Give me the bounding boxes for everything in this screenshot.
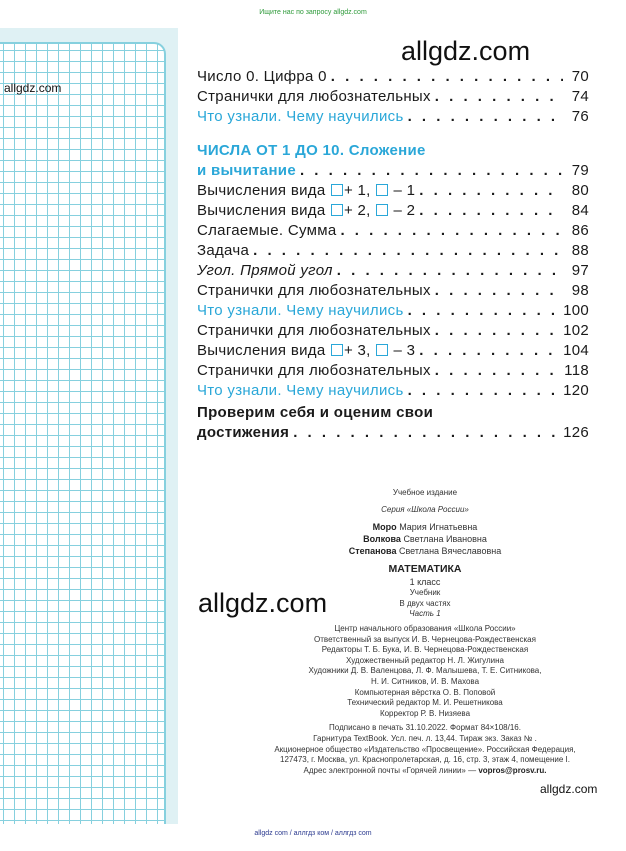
- toc-page: 84: [571, 202, 589, 219]
- toc-page: 80: [571, 182, 589, 199]
- toc-leader: [419, 181, 563, 201]
- author-name: Мария Игнатьевна: [399, 522, 478, 533]
- toc-row[interactable]: [197, 341, 589, 361]
- toc-page: 120: [563, 382, 589, 399]
- empty-box-icon: [376, 204, 388, 216]
- toc-leader: [408, 301, 559, 321]
- empty-box-icon: [331, 204, 343, 216]
- empty-box-icon: [376, 344, 388, 356]
- calc-label: Вычисления вида: [197, 202, 326, 219]
- toc-page: 100: [563, 302, 589, 319]
- toc-row[interactable]: [197, 67, 589, 87]
- credits: [260, 624, 590, 719]
- calc-minus: – 2: [393, 202, 416, 219]
- email-prefix: Адрес электронной почты «Горячей линии» —: [303, 765, 477, 775]
- toc-row[interactable]: [197, 361, 589, 381]
- credit-line: Центр начального образования «Школа России»: [334, 623, 516, 633]
- toc-page: 88: [571, 242, 589, 259]
- toc-title: [197, 341, 415, 361]
- toc-leader: [253, 241, 563, 261]
- edition-label: Учебное издание: [392, 488, 458, 497]
- toc-page: 74: [571, 88, 589, 105]
- toc-title: Что узнали. Чему научились: [197, 302, 404, 319]
- toc-page: 102: [563, 322, 589, 339]
- watermark: allgdz.com: [4, 81, 62, 95]
- toc-row[interactable]: [197, 87, 589, 107]
- toc-page: 86: [571, 222, 589, 239]
- watermark: allgdz.com: [401, 36, 531, 66]
- toc-row[interactable]: [197, 321, 589, 341]
- toc-title: Слагаемые. Сумма: [197, 222, 337, 239]
- toc-row[interactable]: [197, 261, 589, 281]
- watermark: allgdz.com: [198, 588, 328, 618]
- print-line: Подписано в печать 31.10.2022. Формат 84×108/16.: [329, 723, 521, 733]
- toc-row[interactable]: [197, 281, 589, 301]
- author-name: Светлана Ивановна: [403, 534, 487, 545]
- toc-row[interactable]: [197, 181, 589, 201]
- toc-row[interactable]: [197, 301, 589, 321]
- toc-leader: [435, 87, 563, 107]
- toc-leader: [293, 423, 559, 443]
- toc-title: [197, 201, 415, 221]
- section-heading[interactable]: ЧИСЛА ОТ 1 ДО 10. Сложение: [197, 142, 426, 159]
- toc-row[interactable]: [197, 403, 589, 423]
- toc-leader: [300, 161, 563, 181]
- watermark: allgdz.com: [540, 782, 598, 796]
- author-surname: Моро: [372, 522, 397, 533]
- author-name: Светлана Вячеславовна: [399, 546, 502, 557]
- toc-row[interactable]: [197, 201, 589, 221]
- calc-plus: + 3,: [343, 342, 371, 359]
- toc-page: 126: [563, 424, 589, 441]
- author: [260, 533, 590, 545]
- section-heading-cont: и вычитание: [197, 162, 296, 179]
- author: [260, 521, 590, 533]
- author-surname: Волкова: [363, 534, 401, 545]
- toc-title: Что узнали. Чему научились: [197, 382, 404, 399]
- subject-title: МАТЕМАТИКА: [388, 563, 462, 576]
- toc-final-title-cont: достижения: [197, 424, 290, 441]
- grade: 1 класс: [409, 577, 441, 588]
- toc-row[interactable]: [197, 107, 589, 127]
- print-info: [260, 723, 590, 776]
- toc-leader: [340, 221, 563, 241]
- toc-title: Странички для любознательных: [197, 88, 431, 105]
- calc-plus: + 2,: [343, 202, 371, 219]
- toc-leader: [337, 261, 563, 281]
- toc-page: 70: [571, 68, 589, 85]
- imprint: [260, 488, 590, 776]
- print-line: 127473, г. Москва, ул. Краснопролетарская, д. 16, стр. 3, этаж 4, помещение I.: [280, 755, 570, 765]
- book-type: Учебник: [409, 588, 441, 598]
- series-label: Серия «Школа России»: [381, 504, 469, 514]
- calc-minus: – 3: [393, 342, 416, 359]
- toc-leader: [435, 281, 563, 301]
- toc-title: Странички для любознательных: [197, 362, 431, 379]
- toc-page: 104: [563, 342, 589, 359]
- bottom-banner: allgdz com / аллгдз ком / аллгдз com: [254, 830, 372, 837]
- credit-line: Редакторы Т. Б. Бука, И. В. Чернецова-Рождественская: [321, 645, 529, 655]
- credit-line: Художники Д. В. Валенцова, Л. Ф. Малышева, Т. Е. Ситникова,: [308, 666, 542, 676]
- empty-box-icon: [331, 184, 343, 196]
- toc-row[interactable]: [197, 241, 589, 261]
- toc-page: 98: [571, 282, 589, 299]
- author: [260, 545, 590, 557]
- toc-leader: [435, 361, 560, 381]
- calc-label: Вычисления вида: [197, 342, 326, 359]
- empty-box-icon: [331, 344, 343, 356]
- toc-page: 79: [571, 162, 589, 179]
- toc-title: Что узнали. Чему научились: [197, 108, 404, 125]
- authors: [260, 521, 590, 557]
- empty-box-icon: [376, 184, 388, 196]
- calc-plus: + 1,: [343, 182, 371, 199]
- toc-row[interactable]: [197, 221, 589, 241]
- toc-title: [197, 181, 415, 201]
- parts: В двух частях: [399, 598, 451, 608]
- toc-row[interactable]: [197, 161, 589, 181]
- credit-line: Художественный редактор Н. Л. Жигулина: [346, 655, 504, 665]
- calc-label: Вычисления вида: [197, 182, 326, 199]
- toc-title: Задача: [197, 242, 250, 259]
- toc-row[interactable]: [197, 381, 589, 401]
- credit-line: Компьютерная вёрстка О. В. Поповой: [354, 687, 496, 697]
- credit-line: Технический редактор М. И. Решетникова: [347, 698, 503, 708]
- grid-paper: [0, 42, 166, 824]
- part: Часть 1: [409, 609, 441, 619]
- toc-title: Странички для любознательных: [197, 282, 431, 299]
- toc-page: 97: [571, 262, 589, 279]
- toc-title: Странички для любознательных: [197, 322, 431, 339]
- toc-row[interactable]: [197, 423, 589, 443]
- toc-leader: [331, 67, 563, 87]
- credit-line: Ответственный за выпуск И. В. Чернецова-Рождественская: [314, 634, 536, 644]
- email-line: [260, 766, 590, 777]
- calc-minus: – 1: [393, 182, 416, 199]
- toc-leader: [435, 321, 559, 341]
- credit-line: Н. И. Ситников, И. В. Махова: [370, 676, 480, 686]
- toc-final-title: Проверим себя и оценим свои: [197, 404, 434, 421]
- toc-page: 118: [564, 362, 589, 379]
- email-link[interactable]: vopros@prosv.ru.: [478, 765, 547, 775]
- toc-title: Угол. Прямой угол: [197, 262, 333, 279]
- top-banner: Ищите нас по запросу allgdz.com: [259, 9, 367, 16]
- print-line: Акционерное общество «Издательство «Просвещение». Российская Федерация,: [274, 744, 576, 754]
- table-of-contents: [197, 67, 589, 443]
- print-line: Гарнитура TextBook. Усл. печ. л. 13,44. Тираж экз. Заказ № .: [313, 733, 537, 743]
- credit-line: Корректор Р. В. Низяева: [379, 708, 471, 718]
- toc-leader: [408, 381, 559, 401]
- toc-page: 76: [571, 108, 589, 125]
- toc-leader: [419, 201, 563, 221]
- toc-title: Число 0. Цифра 0: [197, 68, 327, 85]
- author-surname: Степанова: [348, 546, 397, 557]
- toc-leader: [408, 107, 563, 127]
- toc-leader: [419, 341, 559, 361]
